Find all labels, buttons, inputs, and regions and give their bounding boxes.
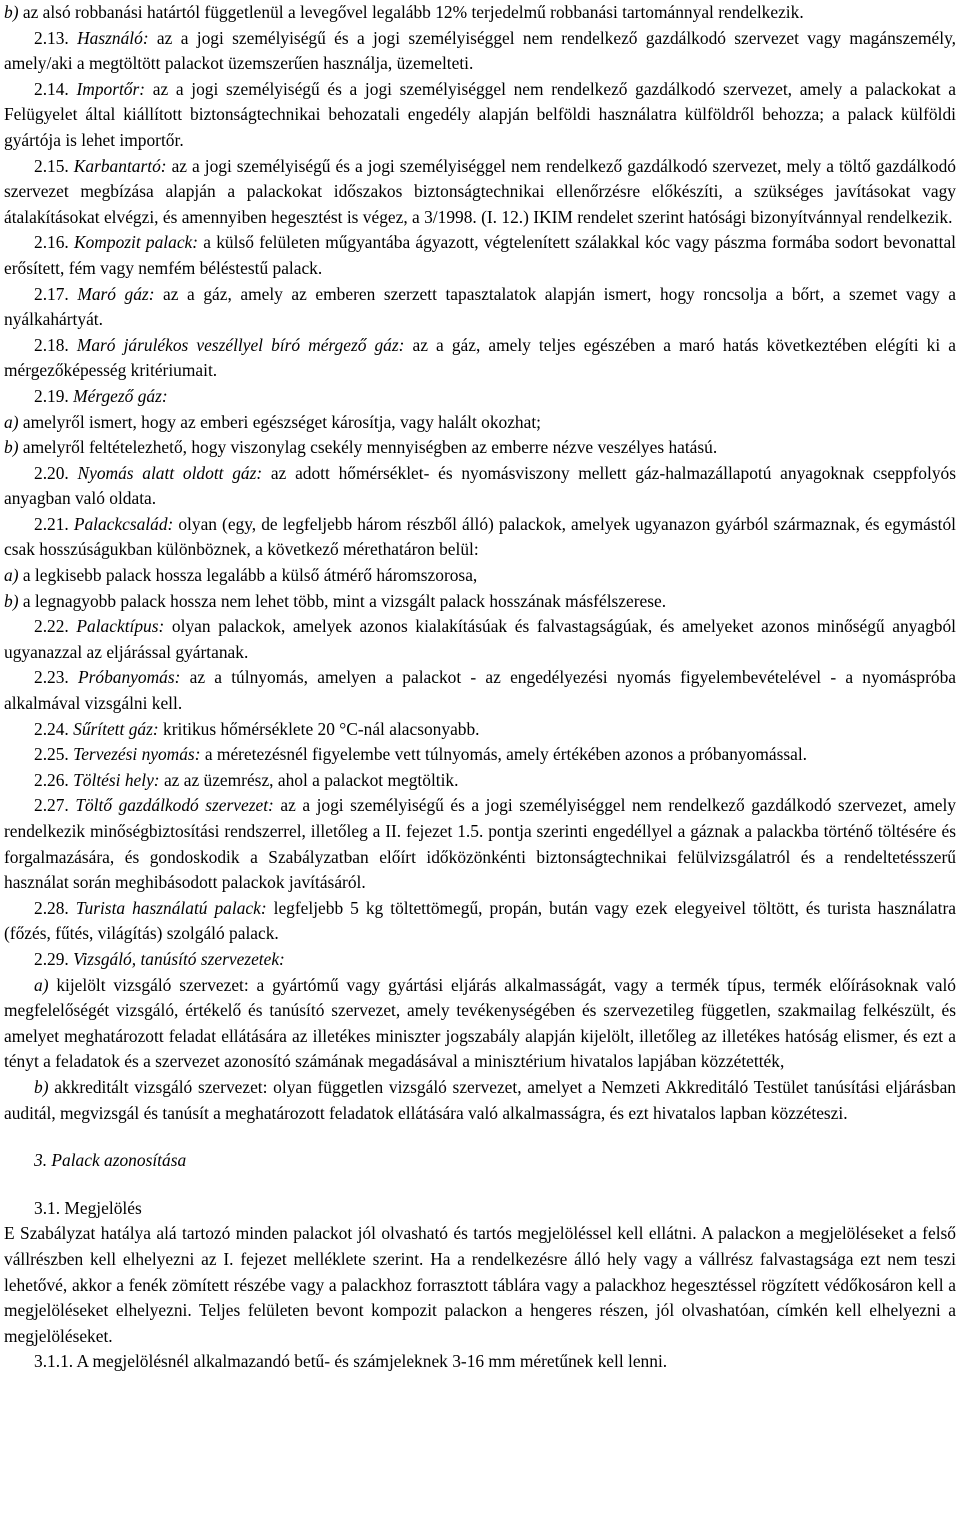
definition-text: amelyről feltételezhető, hogy viszonylag csekély mennyiségben az emberre nézve veszélyes hatású. <box>18 437 718 458</box>
definition-number: 2.21. <box>34 513 69 534</box>
definition-number: 2.29. <box>34 948 69 969</box>
subsection-3-1-1: 3.1.1. A megjelölésnél alkalmazandó betű- és számjeleknek 3-16 mm méretűnek kell lenni. <box>34 1351 668 1372</box>
definition-term: Töltési hely: <box>73 769 160 790</box>
definition-term: Karbantartó: <box>73 155 167 176</box>
list-item <box>4 973 956 1075</box>
definition-text: legfeljebb 5 kg töltettömegű, propán, bután vagy ezek elegyeivel töltött, és turista használatra (főzés, fűtés, világítás) szolgáló palack. <box>4 897 956 944</box>
item-label: b) <box>4 2 19 22</box>
list-item <box>4 589 956 615</box>
list-item <box>4 410 956 436</box>
section-gap <box>4 1174 956 1196</box>
definition-number: 2.19. <box>34 385 69 406</box>
item-label: b) <box>4 590 19 611</box>
definition-number: 2.18. <box>34 334 69 355</box>
definition-term: Maró járulékos veszéllyel bíró mérgező gáz: <box>76 334 405 355</box>
definition-term: Sűrített gáz: <box>73 718 159 739</box>
definition-2-26 <box>4 768 956 794</box>
definition-text: a méretezésnél figyelembe vett túlnyomás, amely értékében azonos a próbanyomással. <box>200 744 808 765</box>
definition-text: kritikus hőmérséklete 20 °C-nál alacsonyabb. <box>158 718 480 739</box>
definition-text: az a jogi személyiségű és a jogi személyiséggel nem rendelkező gazdálkodó szervezet, amely rendelkezik minőségbiztosítási rendszerrel, illetőleg a II. fejezet 1.5. pontja szerinti engedéllyel a gáznak a palackba történő töltésére és forgalmazására, és gondoskodik a Szabályzatban előírt időközönkénti biztonságtechnikai felülvizsgálatról és a rendeltetésszerű használat során meghibásodott palackok javításáról. <box>4 795 956 893</box>
definition-number: 2.28. <box>34 897 69 918</box>
definition-2-29 <box>4 947 956 973</box>
definition-number: 2.25. <box>34 744 69 765</box>
definition-text: amelyről ismert, hogy az emberi egészséget károsítja, vagy halált okozhat; <box>18 411 542 432</box>
definition-text: az a jogi személyiségű és a jogi személyiséggel nem rendelkező gazdálkodó szervezet, mely a töltő gazdálkodó szervezet megbízása alapján a palackokat időszakos biztonságtechnikai ellenőrzésre előkészíti, a szükséges javításokat vagy átalakításokat elvégzi, és amennyiben hegesztést is végez, a 3/1998. (I. 12.) IKIM rendelet szerint hatósági bizonyítvánnyal rendelkezik. <box>4 155 956 227</box>
item-label: a) <box>4 565 19 586</box>
definition-text: az a gáz, amely teljes egészében a maró hatás következtében elégíti ki a mérgezőképesség kritériumait. <box>4 334 956 381</box>
list-item <box>4 0 956 26</box>
definition-text: az a jogi személyiségű és a jogi személyiséggel nem rendelkező gazdálkodó szervezet vagy magánszemély, amely/aki a megtöltött palackot üzemszerűen használja, üzemelteti. <box>4 27 956 74</box>
definition-2-17 <box>4 282 956 333</box>
definition-text: olyan (egy, de legfeljebb három részből álló) palackok, amelyek ugyanazon gyárból származnak, és egymástól csak hosszúságukban különböznek, a következő mérethatáron belül: <box>4 513 956 560</box>
definitions-list <box>4 0 956 1126</box>
section-gap <box>4 1126 956 1148</box>
item-label: a) <box>34 974 49 995</box>
definition-number: 2.22. <box>34 616 69 637</box>
list-item <box>4 563 956 589</box>
definition-term: Importőr: <box>76 78 146 99</box>
definition-text: az alsó robbanási határtól függetlenül a levegővel legalább 12% terjedelmű robbanási tartománnyal rendelkezik. <box>18 2 804 22</box>
definition-term: Palacktípus: <box>76 616 165 637</box>
definition-text: kijelölt vizsgáló szervezet: a gyártómű vagy gyártási eljárás alkalmasságát, vagy a termék típus, termék előírásoknak való megfelelőségét vizsgáló, értékelő és tanúsító szervezet, amely tevékenységében és szervezetileg független, szakmailag felkészült, és amelyet meghatározott feladat ellátására az illetékes miniszter jogszabály alapján kijelölt, illetőleg az illetékes hatóság elismer, és ezt a tényt a feladatok és a szervezet azonosító számának megadásával a minisztérium hivatalos lapjában közzétették, <box>4 974 956 1072</box>
definition-2-25 <box>4 742 956 768</box>
section-body: E Szabályzat hatálya alá tartozó minden palackot jól olvasható és tartós megjelöléssel kell ellátni. A palackon a megjelöléseket a felső vállrészben kell elhelyezni az I. fejezet melléklete szerint. Ha a rendelkezésre álló hely vagy a vállrész falvastagsága ezt nem teszi lehetővé, akkor a fenék zömített részébe vagy a palackhoz forrasztott táblára vagy a palackhoz hegesztéssel rögzített védőkosáron kell a megjelöléseket elhelyezni. Teljes felületen bevont kompozit palackon a hengeres részen, jól olvashatóan, címkén kell elhelyezni a megjelöléseket. <box>4 1223 956 1346</box>
definition-term: Mérgező gáz: <box>73 385 168 406</box>
definition-term: Vizsgáló, tanúsító szervezetek: <box>73 948 285 969</box>
definition-number: 2.23. <box>34 667 69 688</box>
definition-text: az adott hőmérséklet- és nyomásviszony mellett gáz-halmazállapotú anyagoknak cseppfolyós anyagban való oldata. <box>4 462 956 509</box>
definition-2-18 <box>4 333 956 384</box>
definition-term: Maró gáz: <box>77 283 155 304</box>
definition-number: 2.17. <box>34 283 69 304</box>
definition-text: az a jogi személyiségű és a jogi személyiséggel nem rendelkező gazdálkodó szervezet, amely a palackokat a Felügyelet által kiállított biztonságtechnikai behozatali engedély alapján belföldi használatra külföldről behozza; a palack külföldi gyártója is lehet importőr. <box>4 78 956 150</box>
definition-text: akkreditált vizsgáló szervezet: olyan független vizsgáló szervezet, amelyet a Nemzeti Akkreditáló Testület tanúsítási eljárásban auditál, megvizsgál és tanúsít a meghatározott feladatok ellátására való alkalmasságra, és ezt hivatalos lapban közzéteszi. <box>4 1076 956 1123</box>
definition-text: az az üzemrész, ahol a palackot megtöltik. <box>159 769 459 790</box>
definition-2-15 <box>4 154 956 231</box>
section-heading: 3. Palack azonosítása <box>34 1150 187 1171</box>
definition-2-22 <box>4 614 956 665</box>
definition-term: Turista használatú palack: <box>75 897 267 918</box>
definition-number: 2.24. <box>34 718 69 739</box>
definition-text: az a túlnyomás, amelyen a palackot - az engedélyezési nyomás figyelembevételével - a nyomáspróba alkalmával vizsgálni kell. <box>4 667 956 714</box>
definition-2-28 <box>4 896 956 947</box>
definition-term: Töltő gazdálkodó szervezet: <box>75 795 274 816</box>
definition-2-16 <box>4 230 956 281</box>
list-item <box>4 435 956 461</box>
definition-term: Tervezési nyomás: <box>73 744 201 765</box>
subsection-heading: 3.1. Megjelölés <box>34 1197 142 1218</box>
item-label: a) <box>4 411 19 432</box>
item-label: b) <box>34 1076 49 1097</box>
definition-text: a legnagyobb palack hossza nem lehet több, mint a vizsgált palack hosszának másfélszerese. <box>18 590 667 611</box>
definition-term: Használó: <box>77 27 149 48</box>
definition-term: Kompozit palack: <box>74 232 199 253</box>
item-label: b) <box>4 437 19 458</box>
definition-number: 2.16. <box>34 232 69 253</box>
definition-2-21 <box>4 512 956 563</box>
definition-2-27 <box>4 793 956 895</box>
definition-number: 2.20. <box>34 462 69 483</box>
definition-term: Nyomás alatt oldott gáz: <box>77 462 263 483</box>
definition-number: 2.26. <box>34 769 69 790</box>
definition-number: 2.15. <box>34 155 69 176</box>
list-item <box>4 1075 956 1126</box>
definition-text: olyan palackok, amelyek azonos kialakításúak és falvastagságúak, és amelyeket azonos minőségű anyagból ugyanazzal az eljárással gyártanak. <box>4 616 956 662</box>
definition-number: 2.13. <box>34 27 69 48</box>
definition-term: Palackcsalád: <box>73 513 174 534</box>
definition-2-19 <box>4 384 956 410</box>
definition-2-13 <box>4 26 956 77</box>
definition-text: a legkisebb palack hossza legalább a külső átmérő háromszorosa, <box>18 565 478 586</box>
definition-2-24 <box>4 717 956 743</box>
definition-number: 2.27. <box>34 795 69 816</box>
definition-2-20 <box>4 461 956 512</box>
definition-number: 2.14. <box>34 78 69 99</box>
definition-text: az a gáz, amely az emberen szerzett tapasztalatok alapján ismert, hogy roncsolja a bőrt, a szemet vagy a nyálkahártyát. <box>4 283 956 330</box>
definition-2-14 <box>4 77 956 154</box>
definition-term: Próbanyomás: <box>78 667 181 688</box>
definition-2-23 <box>4 665 956 716</box>
definition-text: a külső felületen műgyantába ágyazott, végtelenített szálakkal kóc vagy pászma formába sodort bevonattal erősített, fém vagy nemfém béléstestű palack. <box>4 232 956 278</box>
